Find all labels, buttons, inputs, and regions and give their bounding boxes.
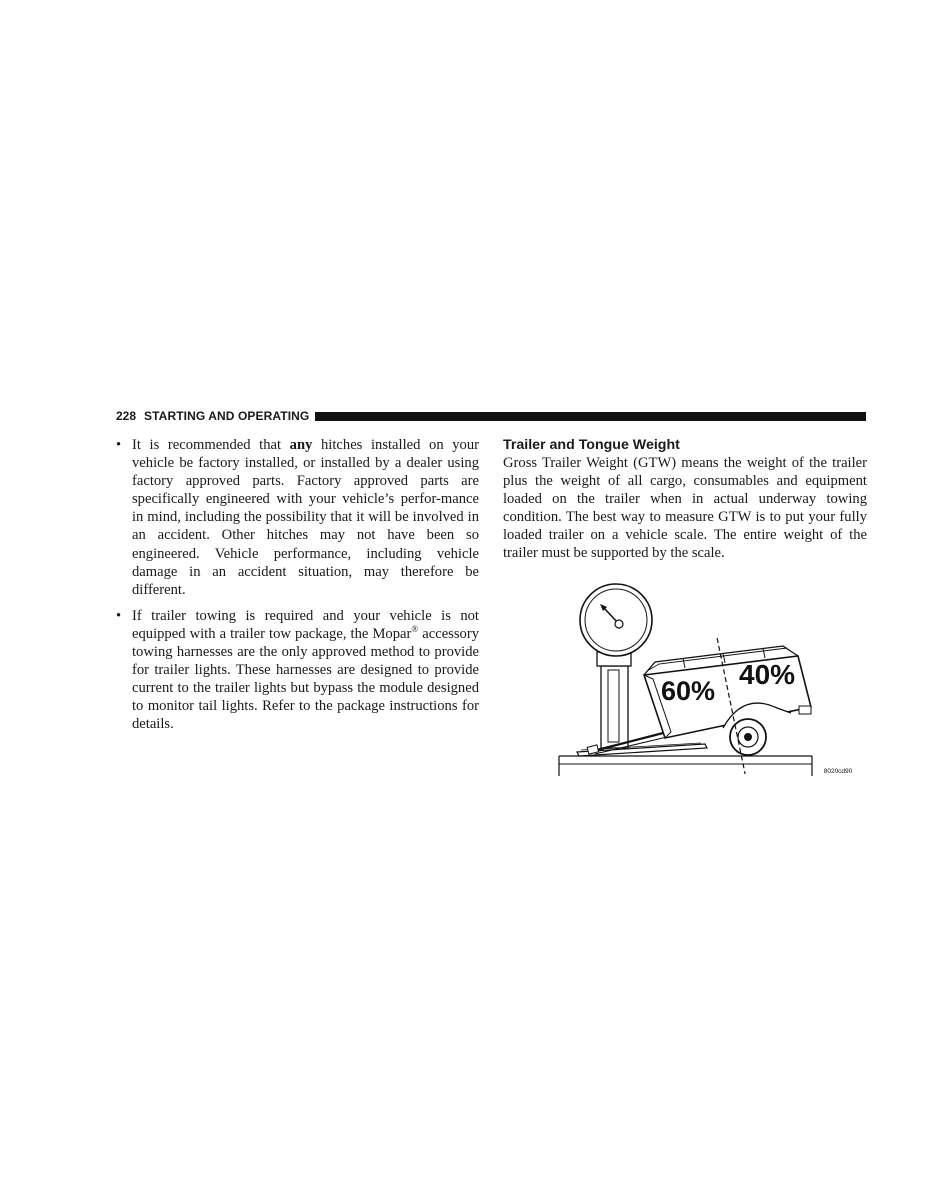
trailer-scale-illustration <box>555 580 867 780</box>
header-rule <box>315 412 866 421</box>
bullet-harnesses <box>116 607 479 734</box>
bullet-text-end: accessory towing harnesses are the only approved method to provide for trailer lights. These harnesses are designed to provide current to the trailer lights but bypass the module designed to monitor tail lights. Refer to the package instructions for details. <box>132 625 479 733</box>
trailer-scale-drawing <box>555 580 867 780</box>
cargo-stake <box>723 653 725 663</box>
front-share-label: 60% <box>661 676 716 706</box>
bullet-text-start: If trailer towing is required and your vehicle is not equipped with a trailer tow package, the Mopar <box>132 607 479 642</box>
registered-mark: ® <box>411 624 419 635</box>
figure-code: 8020cd90 <box>823 768 853 775</box>
rear-bumper <box>799 706 811 714</box>
bullet-hitches <box>116 436 479 599</box>
wheel-hub <box>744 733 752 741</box>
bullet-text-end: hitches installed on your vehicle be factory installed, or installed by a dealer using factory approved parts. Factory approved parts are specifically engineered with your vehicle’s perfor-mance in mind, including the possibility that it will be involved in an accident. Other hitches may not have been so engineered. Vehicle performance, including vehicle damage in an accident situation, may therefore be different. <box>132 437 479 598</box>
page-number: 228 <box>116 409 137 423</box>
gtw-paragraph: Gross Trailer Weight (GTW) means the weight of the trailer plus the weight of all cargo, consumables and equipment loaded on the trailer when in actual underway towing condition. The best way to measure GTW is to put your fully loaded trailer on a vehicle scale. The entire weight of the trailer must be supported by the scale. <box>503 455 867 562</box>
dial-hub <box>615 620 623 628</box>
bullet-text-start: It is recommended that <box>132 437 290 453</box>
section-heading: Trailer and Tongue Weight <box>503 437 680 453</box>
cargo-stake <box>683 658 685 668</box>
scale-column-inner <box>608 670 619 742</box>
page-header <box>116 408 866 424</box>
bullet-icon: • <box>116 607 122 624</box>
left-column <box>116 436 479 742</box>
cargo-stake <box>763 648 765 658</box>
section-title: STARTING AND OPERATING <box>144 409 310 423</box>
rear-share-label: 40% <box>739 659 796 690</box>
bullet-emphasis: any <box>289 437 313 453</box>
bullet-icon: • <box>116 437 122 453</box>
right-column <box>503 436 867 563</box>
